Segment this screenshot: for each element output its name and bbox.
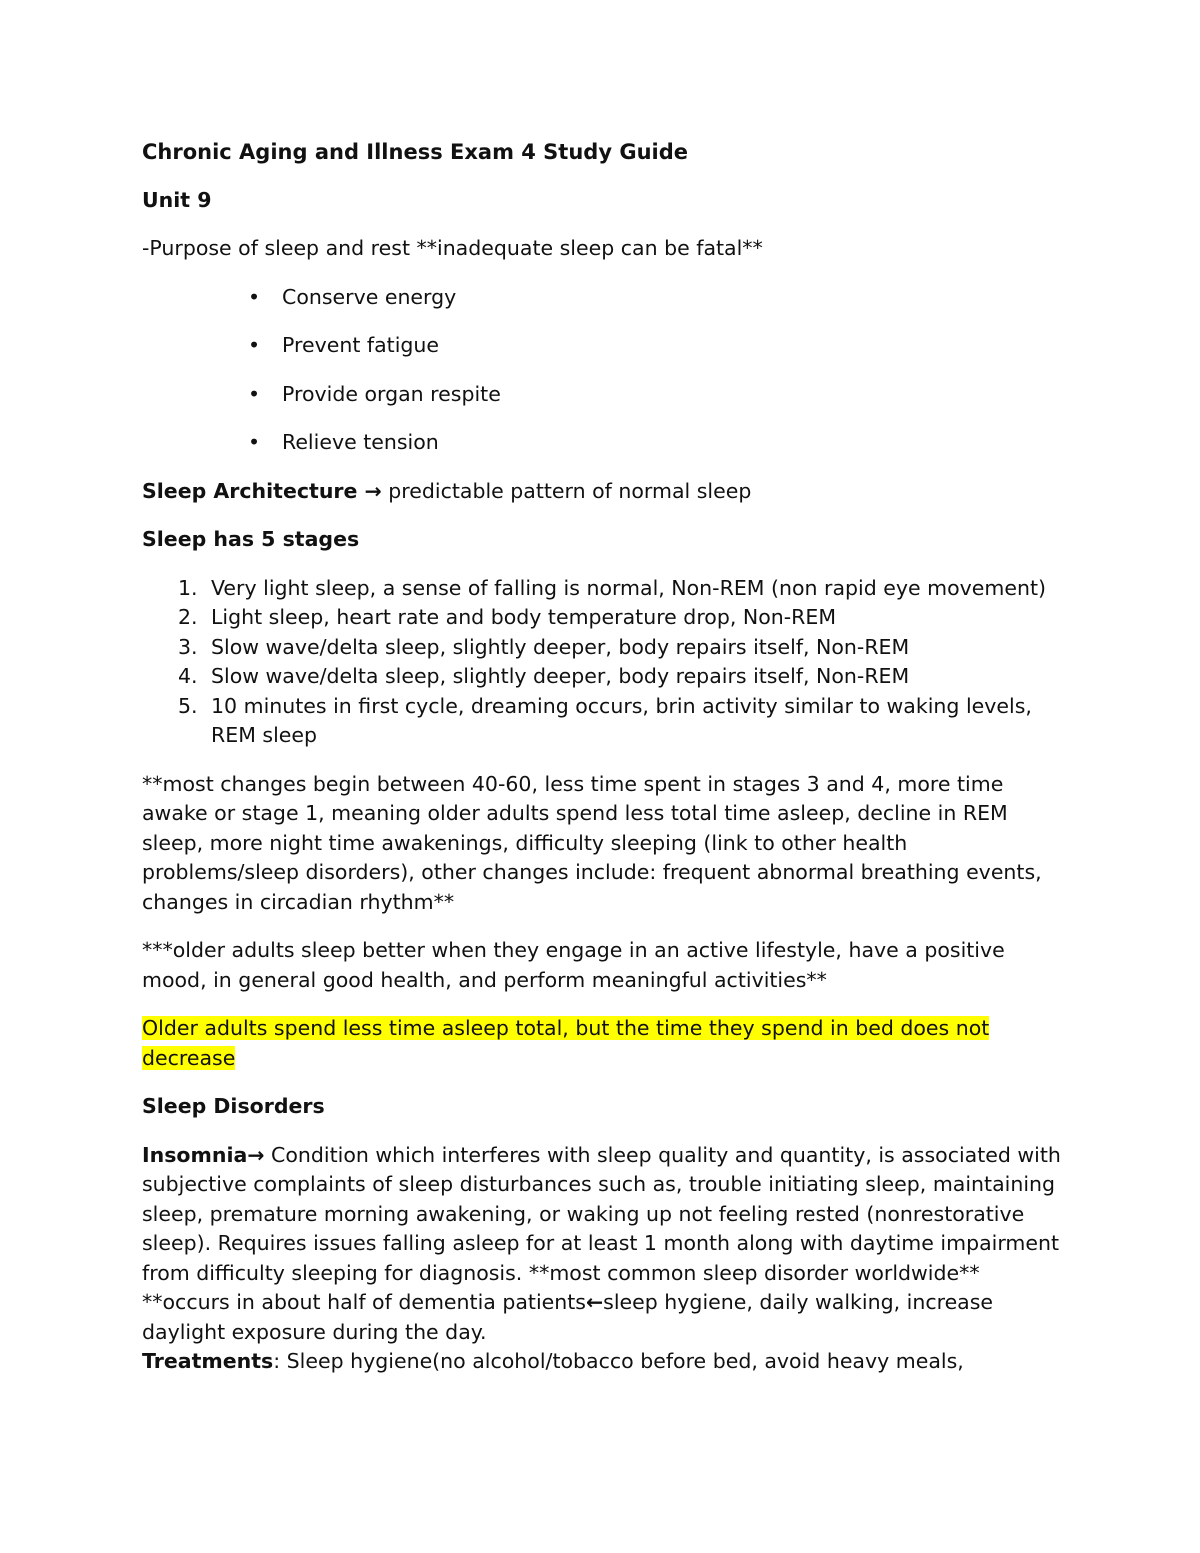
stage-text: Slow wave/delta sleep, slightly deeper, body repairs itself, Non-REM xyxy=(211,634,910,659)
sleep-architecture-term: Sleep Architecture xyxy=(142,478,365,503)
stage-number: 5. xyxy=(178,693,198,718)
stage-text: Light sleep, heart rate and body temperature drop, Non-REM xyxy=(211,605,837,629)
bullet-text: Relieve tension xyxy=(282,430,439,454)
insomnia-text: Condition which interferes with sleep quality and quantity, is associated with subjective complaints of sleep disturbances such as, trouble initiating sleep, maintaining sleep, premature morning awakening, or waking up not feeling rested (nonrestorative sleep). Requires issues falling asleep for at least 1 month along with daytime impairment from difficulty sleeping for diagnosis. **most common sleep disorder worldwide** **occurs in about half of dementia patients xyxy=(142,1142,1061,1314)
list-item xyxy=(142,283,1062,313)
left-arrow-icon: ← xyxy=(585,1290,604,1314)
list-item xyxy=(142,692,1062,751)
bullet-icon: • xyxy=(248,430,261,454)
stages-list xyxy=(142,574,1062,751)
right-arrow-icon: → xyxy=(247,1142,265,1167)
insomnia-term: Insomnia xyxy=(142,1142,248,1167)
stage-number: 1. xyxy=(178,575,198,600)
stage-text: Slow wave/delta sleep, slightly deeper, body repairs itself, Non-REM xyxy=(211,664,910,688)
list-item xyxy=(142,603,1062,633)
unit-heading: Unit 9 xyxy=(142,187,212,212)
document-body xyxy=(142,138,1062,1396)
age-changes-note: **most changes begin between 40-60, less time spent in stages 3 and 4, more time awake or stage 1, meaning older adults spend less total time asleep, decline in REM sleep, more night time awakenings, difficulty sleeping (link to other health problems/sleep disorders), other changes include: frequent abnormal breathing events, changes in circadian rhythm** xyxy=(142,771,1042,914)
lifestyle-note: ***older adults sleep better when they engage in an active lifestyle, have a positive mood, in general good health, and perform meaningful activities** xyxy=(142,938,1005,992)
bullet-text: Prevent fatigue xyxy=(282,333,440,357)
list-item xyxy=(142,331,1062,361)
list-item xyxy=(142,633,1062,663)
right-arrow-icon: → xyxy=(364,478,382,503)
treatments-text: : Sleep hygiene(no alcohol/tobacco before bed, avoid heavy meals, xyxy=(273,1349,964,1373)
bullet-text: Provide organ respite xyxy=(282,381,501,406)
stage-number: 4. xyxy=(178,664,198,688)
insomnia-hygiene-text: sleep hygiene, daily walking, increase daylight exposure during the day. xyxy=(142,1290,994,1344)
purpose-bullet-list xyxy=(142,283,1062,458)
purpose-line: -Purpose of sleep and rest **inadequate sleep can be fatal** xyxy=(142,236,763,260)
stage-text: 10 minutes in first cycle, dreaming occurs, brin activity similar to waking levels, REM sleep xyxy=(211,693,1032,747)
list-item xyxy=(142,662,1062,692)
bullet-icon: • xyxy=(248,333,261,357)
highlighted-note xyxy=(142,1014,1062,1073)
sleep-disorders-heading: Sleep Disorders xyxy=(142,1094,325,1118)
stage-number: 3. xyxy=(178,634,198,659)
stages-heading: Sleep has 5 stages xyxy=(142,527,360,551)
stage-text: Very light sleep, a sense of falling is normal, Non-REM (non rapid eye movement) xyxy=(211,575,1046,600)
stage-number: 2. xyxy=(178,605,198,629)
bullet-icon: • xyxy=(248,381,261,406)
treatments-label: Treatments xyxy=(142,1349,274,1373)
bullet-icon: • xyxy=(248,284,261,309)
document-title: Chronic Aging and Illness Exam 4 Study Guide xyxy=(142,140,688,164)
bullet-text: Conserve energy xyxy=(282,284,457,309)
list-item xyxy=(142,574,1062,604)
list-item xyxy=(142,380,1062,410)
sleep-architecture-line xyxy=(142,477,1062,507)
highlighted-text: Older adults spend less time asleep total, but the time they spend in bed does not decrease xyxy=(142,1016,990,1070)
sleep-architecture-desc: predictable pattern of normal sleep xyxy=(381,478,752,503)
list-item xyxy=(142,428,1062,458)
insomnia-paragraph xyxy=(142,1141,1062,1377)
